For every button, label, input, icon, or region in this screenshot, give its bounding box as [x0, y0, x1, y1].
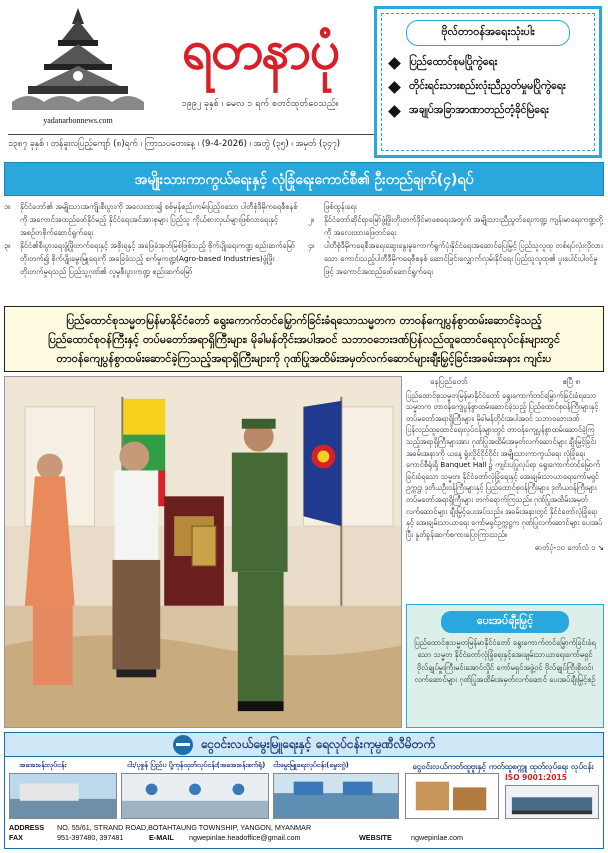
ad-company-name: ငွေဝင်းလယ်မွေးမြူရေးနှင့် ရေလုပ်ငန်းကုမ္ပဏီလီမိတက်: [200, 736, 436, 751]
site-url[interactable]: yadanarbonnews.com: [43, 116, 113, 125]
seafood-processing-photo: [121, 773, 269, 819]
masthead: [0, 0, 608, 160]
fish-farm-photo: [273, 773, 399, 819]
article-dateline: [406, 376, 604, 388]
caption-body: ပြည်ထောင်စုသမ္မတမြန်မာနိုင်ငံတော် ရွေးကောက်တင်မြှောက်ခြင်းခံရသော သမ္မတ နိုင်ငံတော်လုံခြုံရေးနှင့်အေးချမ်းသာယာရေးကော်မရှင် ဗိုလ်ချုပ်မှူးကြီးမင်းအောင်လှိုင် ကော်မရှင်အဖွဲ့ဝင် ဗိုလ်ချုပ်ကြီးစိုးဝင်းလက်ဆောင်များ ဂုဏ်ပြုအထိမ်းအမှတ်လက်ဆောင် ပေးအပ်ချီးမြှင့်စဉ်: [414, 638, 596, 685]
article-continuation: ဓာတ်ပုံ-၁၀ ကော်လံ ၁ ↘: [534, 543, 604, 553]
slogan-item: [390, 56, 586, 71]
story-headline-line: ပြည်ထောင်စုဝန်ကြီးနှင့် တပ်မတော်အရာရှိကြီးများ၊ မိုခါမန်တိုင်းအပါအဝင် သဘာဝဘေးဒဏ်ပြန်လည်ထူထောင်ရေးလုပ်ငန်းများတွင်: [47, 333, 561, 346]
slogan-text: ပြည်ထောင်စုမပြိုကွဲရေး: [409, 56, 498, 68]
website-label: WEBSITE: [359, 832, 392, 842]
article: [406, 376, 604, 602]
article-date: ဧပြီ ၈: [562, 377, 580, 386]
email-value[interactable]: ngwepinlae.headoffice@gmail.com: [189, 832, 301, 842]
website-value[interactable]: ngwepinlae.com: [411, 832, 463, 842]
article-place: နေပြည်တော်: [430, 377, 468, 386]
goal-text: နိုင်ငံတော်၏ အမျိုးသားအကျိုးစီးပွားကို အလေးထား၍ စစ်မှန်စည်းကမ်းပြည့်ဝသော ပါတီစုံဒီမိုကရေစီစနစ်ကို အကောင်အထည်ဖော်နိုင်မည့် နိုင်ငံရေးအင်အားစုများ ပြည်သူ ကိုယ်စားလှယ်များဖြစ်လာရေးနှင့် အစဉ်တစိုက်ဆောင်ရွက်ရေး: [20, 202, 298, 237]
slogan-text: တိုင်းရင်းသားစည်းလုံးညီညွတ်မှုမပြိုကွဲရေး: [409, 80, 566, 92]
goals-column-right: [308, 200, 604, 304]
palace-emblem-icon: [8, 6, 148, 114]
fax-value: 951-397480, 397481: [57, 832, 124, 842]
story-headline-line: ပြည်ထောင်စုသမ္မတမြန်မာနိုင်ငံတော် ရွေးကောက်တင်မြှောက်ခြင်းခံရသောသမ္မတက တာဝန်ကျေပွန်စွာထမ်းဆောင်ခဲ့သည့်: [66, 314, 542, 327]
goal-text: ဖြစ်ထွန်းရေး: [324, 202, 357, 211]
advertisement: [4, 732, 604, 849]
newspaper-title: ရတနာပုံ: [181, 17, 339, 81]
slogan-title: ဗိုလ်တာဝန်အရေးသုံးပါး: [406, 20, 570, 46]
goal-paragraph: [4, 200, 300, 239]
diamond-bullet-icon: [388, 81, 401, 94]
contact-row: [9, 823, 604, 833]
goal-paragraph: [308, 239, 604, 278]
contact-row: [9, 833, 604, 843]
goal-text: ပါတီစုံဒီမိုကရေစီအရေးဆွေးနွေးမှုကောက်ရွက်ပုံ၊နိုင်ငံရေးအဆောင်ပြေမြှင့် ပြည်သူလူထု တစ်ရပ်လုံးလိုလားသော ကောင်းသည့်ပါတီဒီမိုကရေစီစနစ် ဆောင်ခြင်းလျှောက်လှမ်းနိုင်ရေး ပြည်သူလူထု၏ ပူးပေါင်းပါဝင်မှုဖြင့် အကောင်အထည်ဖော်ဆောင်ရွက်ရေး: [324, 241, 603, 276]
ad-carton-title: ငွေဝင်းလယ်ကတ်ထူဗူးနှင့် ကတ်ထူစက္ကူ ထုတ်လုပ်ရေး လုပ်ငန်း: [412, 762, 594, 771]
ad-caption: ငါး/ပုစွန် ပြည်ပ ပို့ကုန်ထုတ်လုပ်ငန်း(အအေးခန်းစက်ရုံ): [127, 761, 266, 769]
slogan-item: [390, 80, 586, 95]
headline-bar: အမျိုးသားကာကွယ်ရေးနှင့် လုံခြုံရေးကောင်စီ၏ ဦးတည်ချက်(၄)ရပ်: [4, 162, 604, 196]
iso-badge: ISO 9001:2015: [505, 773, 567, 782]
goal-text: နိုင်ငံ၏စီးပွားရေးဖွံ့ဖြိုးတက်ရေးနှင့် အစိုးရနှင့် အဖြေခံအုတ်မြစ်ဖြစ်သည့် စိုက်ပျိုးရေးကဏ္ဍ စည်းဆက်မြော်တိုးတက်၍ စိုက်ပျိုးမွေးမြူရေးကို အခြေခံသည့် စက်မှုကဏ္ဍ(Agro-based Industries)ဖွံ့ဖြိုးတိုးတက်မှုရသည် ပြည်သူ့ဂုဏ်၏ လူမှုစီးပွားကဏ္ဍ စည်းဆက်မြော်: [20, 241, 296, 276]
goal-paragraph: [4, 239, 300, 278]
company-logo-icon: [173, 735, 193, 755]
ad-caption: ငါးမွေးမြူရေးလုပ်ငန်း(မွေးတွဲ): [273, 761, 349, 769]
goal-number: ၂။: [308, 215, 314, 224]
story-headline: [4, 306, 604, 372]
photo-caption-box: [406, 604, 604, 728]
fax-label: FAX: [9, 832, 23, 842]
ad-caption: အအေးခန်းလုပ်ငန်း: [19, 761, 67, 769]
email-label: E-MAIL: [149, 832, 174, 842]
slogan-item: [390, 104, 586, 119]
goals-section: [4, 200, 604, 304]
goal-number: ၄။: [308, 241, 315, 250]
issue-date-line: ၁၃၈၇ ခုနှစ် ၊ တန်ခူးလပြည့်ကျော် (၈)ရက် ၊ ကြာသပတေးနေ့ ၊ (9-4-2026) ၊ အတွဲ (၃၅) ၊ အမှတ် (၃၄၇): [8, 134, 374, 151]
diamond-bullet-icon: [388, 57, 401, 70]
factory-machine-photo: [505, 785, 599, 819]
founding-line: ၁၉၉၂ ခုနှစ် ၊ မေလ ၁ ရက် စတင်ထုတ်ဝေသည်။: [181, 99, 339, 109]
ad-contact-info: [5, 823, 604, 842]
goal-number: [308, 200, 324, 213]
carton-boxes-photo: [405, 773, 499, 819]
slogan-box: [374, 6, 602, 158]
slogan-text: အချုပ်အခြာအာဏာတည်တံ့ခိုင်မြဲရေး: [409, 104, 549, 116]
goal-paragraph: [308, 213, 604, 239]
goal-number: ၃။: [4, 241, 11, 250]
goals-column-left: [4, 200, 300, 304]
goal-text: နိုင်ငံတော်ဆိုင်ရာမြော်ဖွံ့ဖြိုးတိုးတက်ဒိုင်မာစေရေးအတွက် အမျိုးသားညီညွတ်ရေးကဏ္ဍ ကျန်းမာရေးကဏ္ဍတို့ကို အလေးထားဖြေတင်ရေး: [324, 215, 603, 237]
article-body: ပြည်ထောင်စုသမ္မတမြန်မာနိုင်ငံတော် ရွေးကောက်တင်မြှောက်ခြင်းခံရသော သမ္မတက တာဝန်ကျေပွန်စွာထမ်းဆောင်ခဲ့သည့် ပြည်ထောင်စုဝန်ကြီးများနှင့် တပ်မတော်အရာရှိကြီးများ၊ မိုခါမန်တိုင်းအပါအဝင် သဘာဝဘေးဒဏ်ပြန်လည်ထူထောင်ရေးလုပ်ငန်းများတွင် တာဝန်ကျေပွန်စွာထမ်းဆောင်ခဲ့ကြသည့်အရာရှိကြီးများအား ဂုဏ်ပြုအထိမ်းအမှတ်လက်ဆောင်များ ချီးမြှင့်ခြင်းအခမ်းအနားကို ယနေ့ ရှုံးလှိုင်ငိုင်ဝိုင်း အမျိုးသားကာကွယ်ရေး လုံခြုံရေးကောင်စီရုံးရှိ Banquet Hall ၌ ကျင်းပပြုလုပ်ရာ ရွေးကောက်တင်မြှောက်ခြင်းခံရသော သမ္မတ၊ နိုင်ငံတော်လုံခြုံရေးနှင့် အေးချမ်းသာယာရေးကော်မရှင် ဥက္ကဋ္ဌ၊ ဒုတိယဦးဝန်ကြီးများနှင့် ပြည်ထောင်စုဝန်ကြီးများ၊ ဒုတိယဝန်ကြီးများ တပ်မတော်အရာရှိကြီးများ တက်ရောက်ကြသည်။ ဂုဏ်ပြုအထိမ်းအမှတ်လက်ဆောင်များ ချီးမြှင့်ပေးအပ်သည်။ အခမ်းအနားတွင် နိုင်ငံတော်လုံခြုံရေးနှင့် အေးချမ်းသာယာရေး ကော်မရှင်ဥက္ကဋ္ဌက ဂုဏ်ပြုလက်ဆောင်များ ပေးအပ်ပြီး နှုတ်ခွန်းဆက်စကားပြောကြားသည်။: [406, 390, 603, 539]
ad-header: [5, 733, 603, 757]
address-value: NO. 55/61, STRAND ROAD,BOTAHTAUNG TOWNSHIP, YANGON, MYANMAR: [57, 823, 312, 832]
goal-number: ၁။: [4, 202, 11, 211]
caption-title: ပေးအပ်ချီးမြှင့်: [441, 611, 569, 633]
ceremony-photo: [4, 376, 402, 728]
story-headline-line: တာဝန်ကျေပွန်စွာထမ်းဆောင်ခဲ့ကြသည့်အရာရှိကြီးများကို ဂုဏ်ပြုအထိမ်းအမှတ်လက်ဆောင်များချီးမြှင့်ခြင်းအခမ်းအနား ကျင်းပ: [56, 352, 552, 365]
cold-storage-photo: [9, 773, 117, 819]
diamond-bullet-icon: [388, 105, 401, 118]
address-label: ADDRESS: [9, 823, 45, 832]
goal-paragraph: [308, 200, 604, 213]
